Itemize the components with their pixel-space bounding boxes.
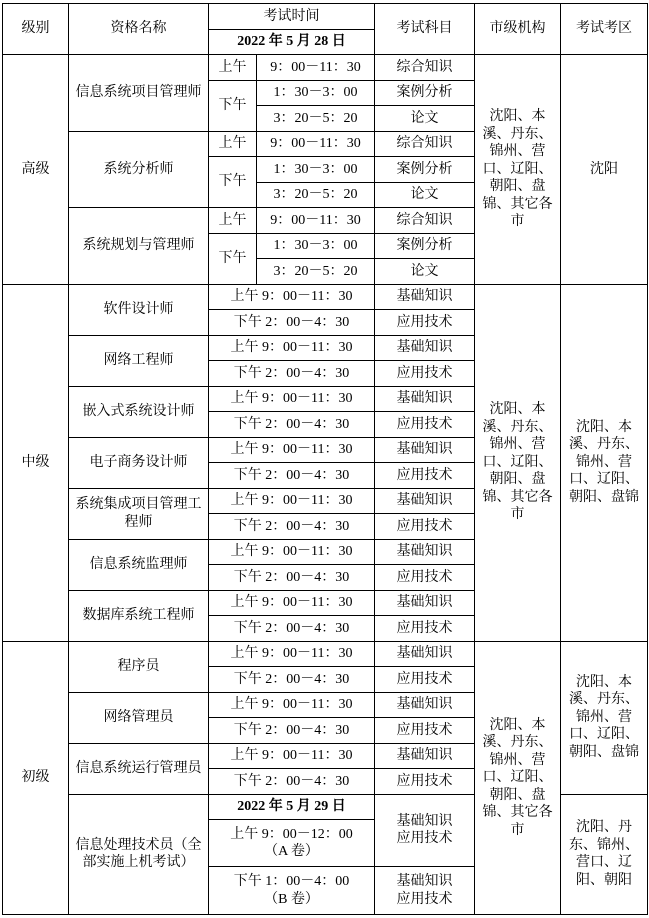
qualification-name: 系统分析师 xyxy=(69,131,209,208)
qualification-name: 数据库系统工程师 xyxy=(69,590,209,641)
exam-time: 下午 2：00－4：30 xyxy=(209,565,375,591)
exam-subject xyxy=(375,867,475,915)
qualification-name: 程序员 xyxy=(69,641,209,692)
exam-time: 下午 2：00－4：30 xyxy=(209,463,375,489)
exam-time: 上午 9：00－11：30 xyxy=(209,386,375,412)
exam-time: 1：30－3：00 xyxy=(257,157,375,183)
exam-subject: 论文 xyxy=(375,259,475,285)
exam-subject: 论文 xyxy=(375,106,475,132)
exam-period: 上午 xyxy=(209,208,257,234)
city-org: 沈阳、本溪、丹东、锦州、营口、辽阳、朝阳、盘锦、其它各市 xyxy=(475,284,561,641)
exam-subject: 应用技术 xyxy=(375,667,475,693)
exam-subject: 应用技术 xyxy=(375,769,475,795)
exam-subject-line: 应用技术 xyxy=(396,891,453,907)
exam-paper-note: （A 卷） xyxy=(264,844,319,860)
exam-time-line: 上午 9：00－12：00 xyxy=(230,826,353,842)
exam-time xyxy=(209,820,375,867)
header-city-org: 市级机构 xyxy=(475,4,561,55)
exam-time: 上午 9：00－11：30 xyxy=(209,590,375,616)
exam-time: 下午 2：00－4：30 xyxy=(209,514,375,540)
exam-subject: 基础知识 xyxy=(375,488,475,514)
exam-time: 上午 9：00－11：30 xyxy=(209,692,375,718)
qualification-name: 信息系统运行管理员 xyxy=(69,743,209,794)
exam-time xyxy=(209,867,375,915)
exam-subject: 应用技术 xyxy=(375,463,475,489)
qualification-name: 网络管理员 xyxy=(69,692,209,743)
qualification-name: 系统集成项目管理工程师 xyxy=(69,488,209,539)
exam-time-line: 下午 1：00－4：00 xyxy=(233,874,350,890)
header-exam-date: 2022 年 5 月 28 日 xyxy=(209,29,375,55)
exam-subject: 应用技术 xyxy=(375,718,475,744)
qualification-name: 系统规划与管理师 xyxy=(69,208,209,285)
exam-subject-line: 基础知识 xyxy=(396,874,453,890)
exam-time: 上午 9：00－11：30 xyxy=(209,539,375,565)
exam-subject: 论文 xyxy=(375,182,475,208)
exam-period: 下午 xyxy=(209,233,257,284)
exam-subject: 应用技术 xyxy=(375,514,475,540)
exam-time: 上午 9：00－11：30 xyxy=(209,641,375,667)
exam-subject: 案例分析 xyxy=(375,233,475,259)
exam-time: 3：20－5：20 xyxy=(257,106,375,132)
exam-time: 下午 2：00－4：30 xyxy=(209,361,375,387)
exam-period: 上午 xyxy=(209,131,257,157)
exam-time: 3：20－5：20 xyxy=(257,182,375,208)
exam-time: 1：30－3：00 xyxy=(257,233,375,259)
exam-subject: 应用技术 xyxy=(375,565,475,591)
exam-subject: 综合知识 xyxy=(375,131,475,157)
exam-time: 9：00－11：30 xyxy=(257,208,375,234)
qualification-name: 电子商务设计师 xyxy=(69,437,209,488)
exam-time: 9：00－11：30 xyxy=(257,131,375,157)
exam-paper-note: （B 卷） xyxy=(264,891,319,907)
header-exam-subject: 考试科目 xyxy=(375,4,475,55)
exam-area: 沈阳、本溪、丹东、锦州、营口、辽阳、朝阳、盘锦 xyxy=(561,284,648,641)
table-row xyxy=(3,55,648,81)
table-header-row xyxy=(3,4,648,30)
exam-area: 沈阳、丹东、锦州、营口、辽阳、朝阳 xyxy=(561,794,648,915)
qualification-name: 嵌入式系统设计师 xyxy=(69,386,209,437)
exam-subject: 基础知识 xyxy=(375,743,475,769)
exam-time: 上午 9：00－11：30 xyxy=(209,488,375,514)
exam-time: 上午 9：00－11：30 xyxy=(209,743,375,769)
exam-time: 下午 2：00－4：30 xyxy=(209,667,375,693)
exam-subject: 基础知识 xyxy=(375,437,475,463)
exam-subject: 基础知识 xyxy=(375,641,475,667)
exam-subject: 应用技术 xyxy=(375,412,475,438)
exam-period: 下午 xyxy=(209,157,257,208)
exam-subject xyxy=(375,794,475,867)
exam-subject-line: 基础知识 xyxy=(396,813,453,829)
qualification-name: 信息系统项目管理师 xyxy=(69,55,209,132)
exam-subject: 应用技术 xyxy=(375,361,475,387)
header-qualification: 资格名称 xyxy=(69,4,209,55)
header-exam-area: 考试考区 xyxy=(561,4,648,55)
exam-subject: 基础知识 xyxy=(375,692,475,718)
exam-time: 上午 9：00－11：30 xyxy=(209,284,375,310)
exam-subject-line: 应用技术 xyxy=(396,831,453,847)
exam-subject: 基础知识 xyxy=(375,335,475,361)
header-level: 级别 xyxy=(3,4,69,55)
exam-time: 下午 2：00－4：30 xyxy=(209,616,375,642)
qualification-name: 信息系统监理师 xyxy=(69,539,209,590)
exam-area: 沈阳、本溪、丹东、锦州、营口、辽阳、朝阳、盘锦 xyxy=(561,641,648,794)
exam-subject: 基础知识 xyxy=(375,590,475,616)
level-senior: 高级 xyxy=(3,55,69,285)
exam-subject: 综合知识 xyxy=(375,208,475,234)
qualification-name: 信息处理技术员（全部实施上机考试） xyxy=(69,794,209,915)
city-org: 沈阳、本溪、丹东、锦州、营口、辽阳、朝阳、盘锦、其它各市 xyxy=(475,55,561,285)
level-junior: 初级 xyxy=(3,641,69,915)
exam-time: 上午 9：00－11：30 xyxy=(209,335,375,361)
table-row xyxy=(3,641,648,667)
exam-subject: 基础知识 xyxy=(375,386,475,412)
exam-period: 下午 xyxy=(209,80,257,131)
exam-subject: 基础知识 xyxy=(375,539,475,565)
exam-time: 下午 2：00－4：30 xyxy=(209,769,375,795)
exam-time: 3：20－5：20 xyxy=(257,259,375,285)
exam-time: 1：30－3：00 xyxy=(257,80,375,106)
exam-period: 上午 xyxy=(209,55,257,81)
exam-date-header-2: 2022 年 5 月 29 日 xyxy=(209,794,375,820)
exam-time: 下午 2：00－4：30 xyxy=(209,718,375,744)
city-org: 沈阳、本溪、丹东、锦州、营口、辽阳、朝阳、盘锦、其它各市 xyxy=(475,641,561,915)
exam-subject: 基础知识 xyxy=(375,284,475,310)
exam-subject: 应用技术 xyxy=(375,616,475,642)
exam-subject: 案例分析 xyxy=(375,80,475,106)
exam-time: 9：00－11：30 xyxy=(257,55,375,81)
exam-time: 下午 2：00－4：30 xyxy=(209,412,375,438)
exam-area: 沈阳 xyxy=(561,55,648,285)
exam-subject: 案例分析 xyxy=(375,157,475,183)
exam-subject: 综合知识 xyxy=(375,55,475,81)
qualification-name: 网络工程师 xyxy=(69,335,209,386)
level-intermediate: 中级 xyxy=(3,284,69,641)
exam-schedule-table xyxy=(2,3,648,915)
exam-time: 上午 9：00－11：30 xyxy=(209,437,375,463)
qualification-name: 软件设计师 xyxy=(69,284,209,335)
exam-subject: 应用技术 xyxy=(375,310,475,336)
table-row xyxy=(3,284,648,310)
header-exam-time: 考试时间 xyxy=(209,4,375,30)
exam-time: 下午 2：00－4：30 xyxy=(209,310,375,336)
